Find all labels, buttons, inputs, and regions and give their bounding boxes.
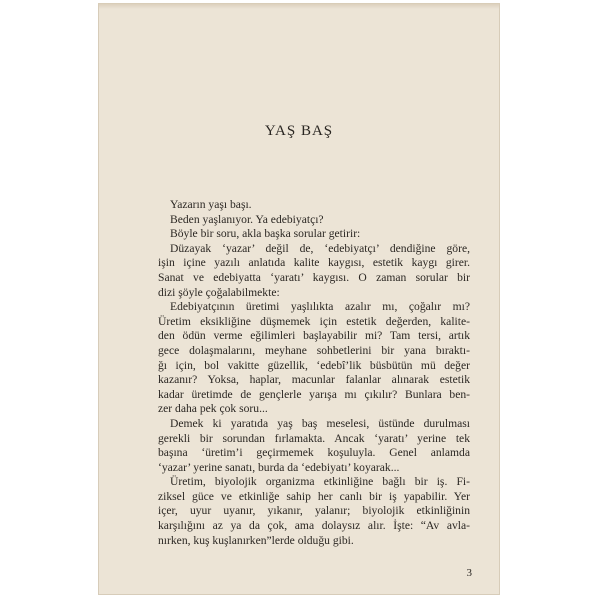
page-number: 3 (466, 567, 472, 579)
text-line: ziksel güce ve etkinliğe sahip her canlı bir iş yapabilir. Yer (158, 489, 470, 503)
text-line: nırken, kuş kuşlanırken”lerde olduğu gibi. (158, 533, 354, 547)
text-line: başına ‘üretim’i geçirmemek koşuluyla. Genel anlamda (158, 446, 470, 460)
text-line: içer, uyur uyanır, yıkanır, yalanır; biyolojik etkinliğinin (158, 504, 470, 518)
chapter-title: YAŞ BAŞ (264, 123, 334, 139)
text-line: ‘yazar’ yerine sanatı, burda da ‘edebiyatı’ koyarak... (158, 460, 400, 474)
text-line: Sanat ve edebiyatta ‘yaratı’ kaygısı. O zaman sorular bir (158, 270, 470, 284)
text-line: Üretim, biyolojik organizma etkinliğine bağlı bir iş. Fi- (170, 475, 470, 489)
text-line: Yazarın yaşı başı. (170, 198, 252, 211)
text-line: kazanır? Yoksa, haplar, macunlar falanlar alınarak estetik (158, 373, 470, 387)
book-page (98, 3, 500, 595)
text-line: Düzayak ‘yazar’ değil de, ‘edebiyatçı’ dendiğine göre, (170, 241, 470, 255)
text-line: den ödün verme eğilimleri başlayabilir mi? Tam tersi, artık (158, 329, 470, 343)
text-line: gece dolaşmalarını, meyhane sohbetlerini bir yana bıraktı- (158, 343, 470, 357)
text-line: Üretim eksikliğine düşmemek için estetik değerden, kalite- (158, 314, 470, 328)
text-line: ğı için, bol vakitte güzellik, ‘edebî’lik büsbütün mü değer (158, 358, 470, 372)
text-line: gerekli bir sorundan fırlamakta. Ancak ‘yaratı’ yerine tek (158, 431, 470, 445)
text-line: kadar üretimde de gençlerle yarışa mı çıkılır? Bunlara ben- (158, 387, 470, 401)
text-line: Beden yaşlanıyor. Ya edebiyatçı? (170, 212, 324, 226)
text-line: Demek ki yaratıda yaş baş meselesi, üstünde durulması (170, 416, 470, 430)
text-line: Böyle bir soru, akla başka sorular getirir: (170, 227, 361, 241)
text-line: Edebiyatçının üretimi yaşlılıkta azalır mı, çoğalır mı? (170, 300, 470, 314)
text-line: karşılığını az ya da çok, ama dolaysız alır. İşte: “Av avla- (158, 519, 470, 533)
text-line: dizi şöyle çoğalabilmekte: (158, 285, 280, 299)
text-line: zer daha pek çok soru... (158, 402, 268, 416)
text-line: işin içine yazılı anlatıda kalite kaygısı, estetik kaygı girer. (158, 256, 470, 270)
body-text (158, 198, 470, 548)
